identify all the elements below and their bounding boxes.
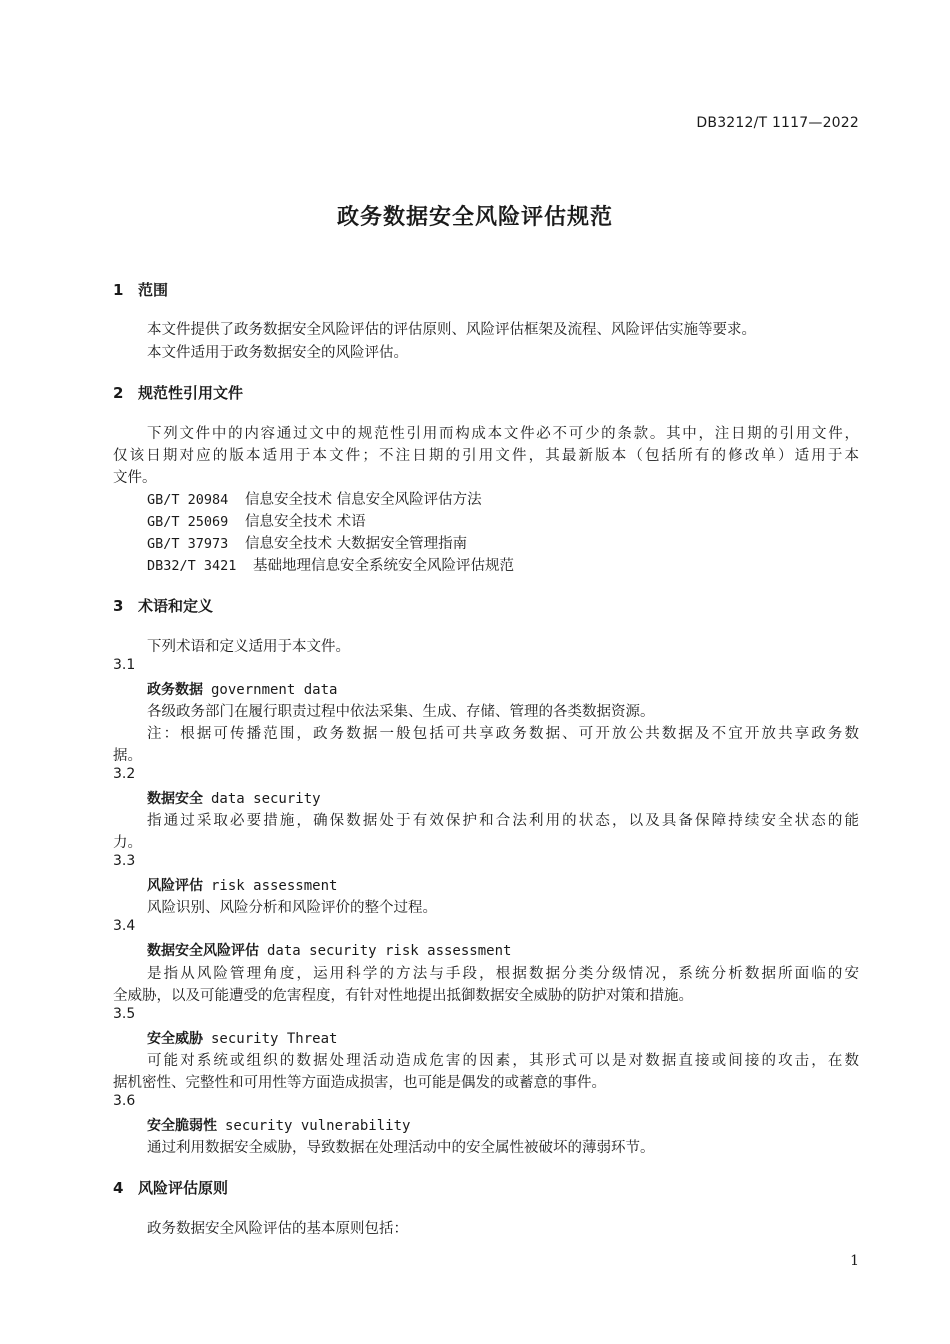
term-number: 3.6 [113,1093,136,1109]
paragraph: 政务数据安全风险评估的基本原则包括： [147,1221,408,1237]
paragraph: 下列术语和定义适用于本文件。 [147,639,350,655]
term-heading [147,875,337,895]
standard-number: DB3212/T 1117—2022 [696,115,859,131]
term-en: data security [211,791,321,807]
section-2-heading [113,382,243,403]
term-zh: 风险评估 [147,878,203,894]
term-definition: 可能对系统或组织的数据处理活动造成危害的因素，其形式可以是对数据直接或间接的攻击，在数 [147,1053,859,1069]
section-title: 术语和定义 [138,597,214,615]
reference-code: DB32/T 3421 [147,558,237,574]
section-number: 3 [113,597,124,615]
term-definition: 全威胁，以及可能遭受的危害程度，有针对性地提出抵御数据安全威胁的防护对策和措施。 [113,988,693,1004]
section-number: 1 [113,281,124,299]
paragraph-line: 文件。 [113,470,157,486]
section-3-heading [113,595,213,616]
reference-code: GB/T 25069 [147,514,229,530]
section-1-heading [113,279,168,300]
reference-code: GB/T 37973 [147,536,229,552]
paragraph-line: 下列文件中的内容通过文中的规范性引用而构成本文件必不可少的条款。其中，注日期的引用文件， [147,426,859,442]
term-number: 3.2 [113,766,136,782]
section-4-heading [113,1177,228,1198]
term-definition: 各级政务部门在履行职责过程中依法采集、生成、存储、管理的各类数据资源。 [147,704,655,720]
term-zh: 数据安全风险评估 [147,943,259,959]
section-title: 风险评估原则 [138,1179,229,1197]
term-note: 据。 [113,748,142,764]
section-title: 范围 [138,281,169,299]
section-number: 2 [113,384,124,402]
term-number: 3.5 [113,1006,136,1022]
term-zh: 数据安全 [147,791,203,807]
reference-item [147,488,482,509]
paragraph: 本文件适用于政务数据安全的风险评估。 [147,345,408,361]
term-en: data security risk assessment [267,943,512,959]
term-en: security vulnerability [225,1118,411,1134]
term-definition: 据机密性、完整性和可用性等方面造成损害，也可能是偶发的或蓄意的事件。 [113,1075,606,1091]
term-heading [147,1028,337,1048]
term-number: 3.4 [113,918,136,934]
term-en: government data [211,682,338,698]
term-heading [147,940,511,960]
term-definition: 力。 [113,835,142,851]
reference-item [147,554,514,575]
paragraph: 本文件提供了政务数据安全风险评估的评估原则、风险评估框架及流程、风险评估实施等要求。 [147,322,756,338]
term-number: 3.1 [113,657,136,673]
term-definition: 通过利用数据安全威胁，导致数据在处理活动中的安全属性被破坏的薄弱环节。 [147,1140,655,1156]
reference-code: GB/T 20984 [147,492,229,508]
term-definition: 指通过采取必要措施，确保数据处于有效保护和合法利用的状态，以及具备保障持续安全状态的能 [147,813,859,829]
reference-name: 信息安全技术 大数据安全管理指南 [245,536,468,552]
term-en: risk assessment [211,878,338,894]
reference-item [147,510,366,531]
section-title: 规范性引用文件 [138,384,244,402]
term-zh: 安全威胁 [147,1031,203,1047]
term-number: 3.3 [113,853,136,869]
term-en: security Threat [211,1031,338,1047]
paragraph-line: 仅该日期对应的版本适用于本文件；不注日期的引用文件，其最新版本（包括所有的修改单）适用于本 [113,448,859,464]
reference-item [147,532,467,553]
term-zh: 政务数据 [147,682,203,698]
term-heading [147,1115,410,1135]
term-definition: 是指从风险管理角度，运用科学的方法与手段，根据数据分类分级情况，系统分析数据所面临的安 [147,966,859,982]
term-note: 注：根据可传播范围，政务数据一般包括可共享政务数据、可开放公共数据及不宜开放共享政务数 [147,726,859,742]
document-title: 政务数据安全风险评估规范 [336,205,613,230]
reference-name: 信息安全技术 信息安全风险评估方法 [245,492,482,508]
page-number: 1 [850,1253,859,1269]
term-zh: 安全脆弱性 [147,1118,217,1134]
reference-name: 基础地理信息安全系统安全风险评估规范 [253,558,514,574]
term-heading [147,679,337,699]
reference-name: 信息安全技术 术语 [245,514,366,530]
term-heading [147,788,321,808]
term-definition: 风险识别、风险分析和风险评价的整个过程。 [147,900,437,916]
section-number: 4 [113,1179,124,1197]
